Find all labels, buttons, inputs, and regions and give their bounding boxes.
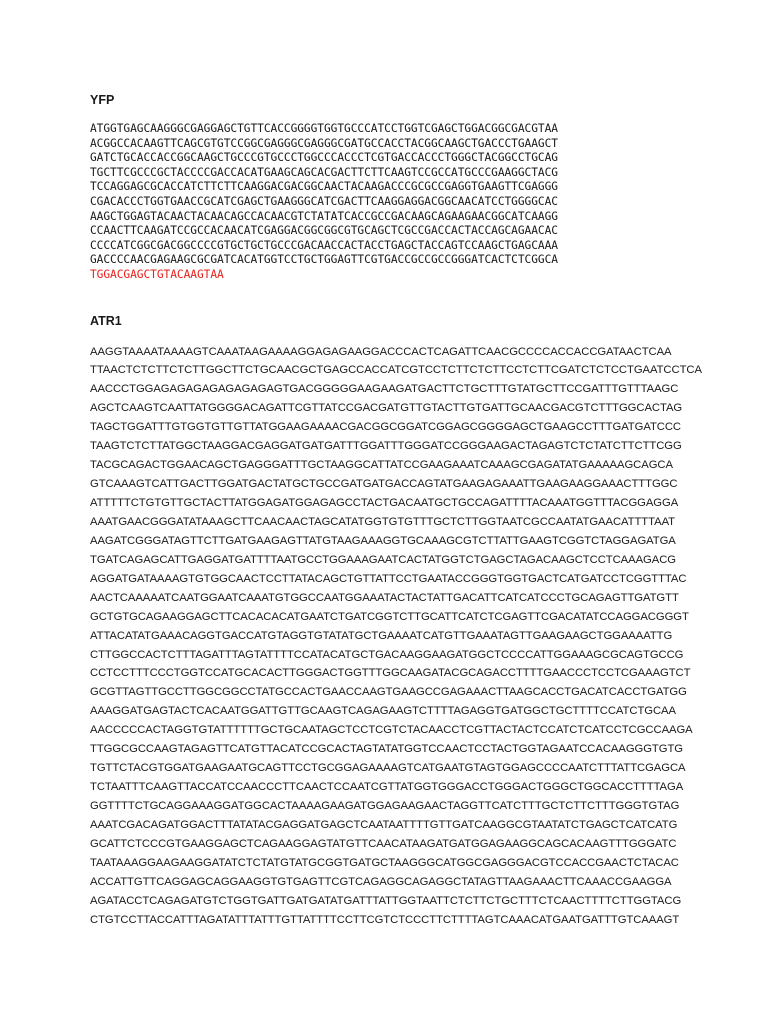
sequence-line: TAGCTGGATTTGTGGTGTTGTTATGGAAGAAAACGACGGCGGATCGGAGCGGGGAGCTGAAGCCTTTGATGATCCC [90, 421, 681, 434]
sequence-line: AAGATCGGGATAGTTCTTGATGAAGAGTTATGTAAGAAAGGTGCAAAGCGTCTTATTGAAGTCGGTCTAGGAGATGA [90, 534, 676, 547]
sequence-line: TTGGCGCCAAGTAGAGTTCATGTTACATCCGCACTAGTATATGGTCCAACTCCTACTGGTAGAATCCACAAGGGTGTG [90, 743, 683, 756]
sequence-line: AACCCCCACTAGGTGTATTTTTTGCTGCAATAGCTCCTCGTCTACAACCTCGTTACTACTCCATCTCATCCTCGCCAAGA [90, 724, 693, 737]
atr1-sequence-block [90, 343, 710, 930]
yfp-sequence-block [90, 122, 710, 283]
sequence-line: CCAACTTCAAGATCCGCCACAACATCGAGGACGGCGGCGTGCAGCTCGCCGACCACTACCAGCAGAACAC [90, 224, 558, 238]
sequence-line: CTGTCCTTACCATTTAGATATTTATTTGTTATTTTCCTTCGTCTCCCTTCTTTTAGTCAAACATGAATGATTTGTCAAAGT [90, 913, 680, 926]
sequence-line: AACCCTGGAGAGAGAGAGAGAGAGTGACGGGGGAAGAAGATGACTTCTGCTTTGTATGCTTCCGATTTGTTTAAGC [90, 383, 679, 396]
sequence-line: GCGTTAGTTGCCTTGGCGGCCTATGCCACTGAACCAAGTGAAGCCGAGAAACTTAAGCACCTGACATCACCTGATGG [90, 686, 687, 699]
sequence-line: GCTGTGCAGAAGGAGCTTCACACACATGAATCTGATCGGTCTTGCATTCATCTCGAGTTCGACATATCCAGGACGGGT [90, 610, 689, 623]
document-page [90, 92, 710, 930]
sequence-line: CCTCCTTTCCCTGGTCCATGCACACTTGGGACTGGTTTGGCAAGATACGCAGACCTTTTGAACCCTCCTCGAAAGTCT [90, 667, 691, 680]
sequence-line: AAGCTGGAGTACAACTACAACAGCCACAACGTCTATATCACCGCCGACAAGCAGAAGAACGGCATCAAGG [90, 209, 558, 223]
sequence-line: ACCATTGTTCAGGAGCAGGAAGGTGTGAGTTCGTCAGAGGCAGAGGCTATAGTTAAGAAACTTCAAACCGAAGGA [90, 875, 672, 888]
sequence-line: CCCCATCGGCGACGGCCCCGTGCTGCTGCCCGACAACCACTACCTGAGCTACCAGTCCAAGCTGAGCAAA [90, 238, 558, 252]
sequence-line: TGCTTCGCCCGCTACCCCGACCACATGAAGCAGCACGACTTCTTCAAGTCCGCCATGCCCGAAGGCTACG [90, 165, 558, 179]
sequence-line: ATTACATATGAAACAGGTGACCATGTAGGTGTATATGCTGAAAATCATGTTGAAATAGTTGAAGAAGCTGGAAAATTG [90, 629, 673, 642]
sequence-line: GATCTGCACCACCGGCAAGCTGCCCGTGCCCTGGCCCACCCTCGTGACCACCCTGGGCTACGGCCTGCAG [90, 151, 558, 165]
sequence-line: AAATCGACAGATGGACTTTATATACGAGGATGAGCTCAATAATTTTGTTGATCAAGGCGTAATATCTGAGCTCATCATG [90, 818, 678, 831]
sequence-line: GCATTCTCCCGTGAAGGAGCTCAGAAGGAGTATGTTCAACATAAGATGATGGAGAAGGCAGCACAAGTTTGGGATC [90, 837, 677, 850]
sequence-line: GTCAAAGTCATTGACTTGGATGACTATGCTGCCGATGATGACCAGTATGAAGAGAAATTGAAGAAGGAAACTTTGGC [90, 478, 678, 491]
sequence-line: ATGGTGAGCAAGGGCGAGGAGCTGTTCACCGGGGTGGTGCCCATCCTGGTCGAGCTGGACGGCGACGTAA [90, 122, 558, 135]
highlighted-sequence-line: TGGACGAGCTGTACAAGTAA [90, 267, 224, 281]
sequence-line: AACTCAAAAATCAATGGAATCAAATGTGGCCAATGGAAATACTACTATTGACATTCATCATCCCTGCAGAGTTGATGTT [90, 591, 679, 604]
sequence-line: AAATGAACGGGATATAAAGCTTCAACAACTAGCATATGGTGTGTTTGCTCTTGGTAATCGCCAATATGAACATTTTAAT [90, 515, 676, 528]
sequence-line: TTAACTCTCTTCTCTTGGCTTCTGCAACGCTGAGCCACCATCGTCCTCTTCTCTTCCTCTTCGATCTCTCCTGAATCCTCA [90, 364, 702, 377]
yfp-heading: YFP [90, 93, 115, 107]
sequence-line: TACGCAGACTGGAACAGCTGAGGGATTTGCTAAGGCATTATCCGAAGAAATCAAAGCGAGATATGAAAAAGCAGCA [90, 459, 673, 472]
sequence-line: AGGATGATAAAAGTGTGGCAACTCCTTATACAGCTGTTATTCCTGAATACCGGGTGGTGACTCATGATCCTCGGTTTAC [90, 572, 687, 585]
sequence-line: CGACACCCTGGTGAACCGCATCGAGCTGAAGGGCATCGACTTCAAGGAGGACGGCAACATCCTGGGGCAC [90, 194, 558, 208]
sequence-line: AAAGGATGAGTACTCACAATGGATTGTTGCAAGTCAGAGAAGTCTTTTAGAGGTGATGGCTGCTTTTCCATCTGCAA [90, 705, 676, 718]
sequence-line: TCCAGGAGCGCACCATCTTCTTCAAGGACGACGGCAACTACAAGACCCGCGCCGAGGTGAAGTTCGAGGG [90, 180, 558, 194]
sequence-line: GGTTTTCTGCAGGAAAGGATGGCACTAAAAGAAGATGGAGAAGAACTAGGTTCATCTTTGCTCTTCTTTGGGTGTAG [90, 800, 680, 813]
atr1-heading: ATR1 [90, 313, 122, 328]
sequence-line: GACCCCAACGAGAAGCGCGATCACATGGTCCTGCTGGAGTTCGTGACCGCCGCCGGGATCACTCTCGGCA [90, 253, 558, 267]
sequence-line: AGATACCTCAGAGATGTCTGGTGATTGATGATATGATTTATTGGTAATTCTCTTCTGCTTTCTCAACTTTTCTTGGTACG [90, 894, 682, 907]
sequence-line: TCTAATTTCAAGTTACCATCCAACCCTTCAACTCCAATCGTTATGGTGGGACCTGGGACTGGGCTGGCACCTTTTAGA [90, 781, 684, 794]
sequence-line: CTTGGCCACTCTTTAGATTTAGTATTTTCCATACATGCTGACAAGGAAGATGGCTCCCCATTGGAAAGCGCAGTGCCG [90, 648, 684, 661]
sequence-line: TAAGTCTCTTATGGCTAAGGACGAGGATGATGATTTGGATTTGGGATCCGGGAAGACTAGAGTCTCTATCTTCTTCGG [90, 440, 682, 453]
sequence-line: ACGGCCACAAGTTCAGCGTGTCCGGCGAGGGCGAGGGCGATGCCACCTACGGCAAGCTGACCCTGAAGCT [90, 136, 558, 150]
sequence-line: TGATCAGAGCATTGAGGATGATTTTAATGCCTGGAAAGAATCACTATGGTCTGAGCTAGACAAGCTCCTCAAAGACG [90, 553, 676, 566]
sequence-line: TAATAAAGGAAGAAGGATATCTCTATGTATGCGGTGATGCTAAGGGCATGGCGAGGGACGTCCACCGAACTCTACAC [90, 856, 679, 869]
sequence-line: TGTTCTACGTGGATGAAGAATGCAGTTCCTGCGGAGAAAAGTCATGAATGTAGTGGAGCCCCAATCTTTATTCGAGCA [90, 762, 686, 775]
sequence-line: ATTTTTCTGTGTTGCTACTTATGGAGATGGAGAGCCTACTGACAATGCTGCCAGATTTTACAAATGGTTTACGGAGGA [90, 497, 679, 510]
sequence-line: AAGGTAAAATAAAAGTCAAATAAGAAAAGGAGAGAAGGACCCACTCAGATTCAACGCCCCACCACCGATAACTCAA [90, 345, 672, 358]
sequence-line: AGCTCAAGTCAATTATGGGGACAGATTCGTTATCCGACGATGTTGTACTTGTGATTGCAACGACGTCTTTGGCACTAG [90, 402, 683, 415]
